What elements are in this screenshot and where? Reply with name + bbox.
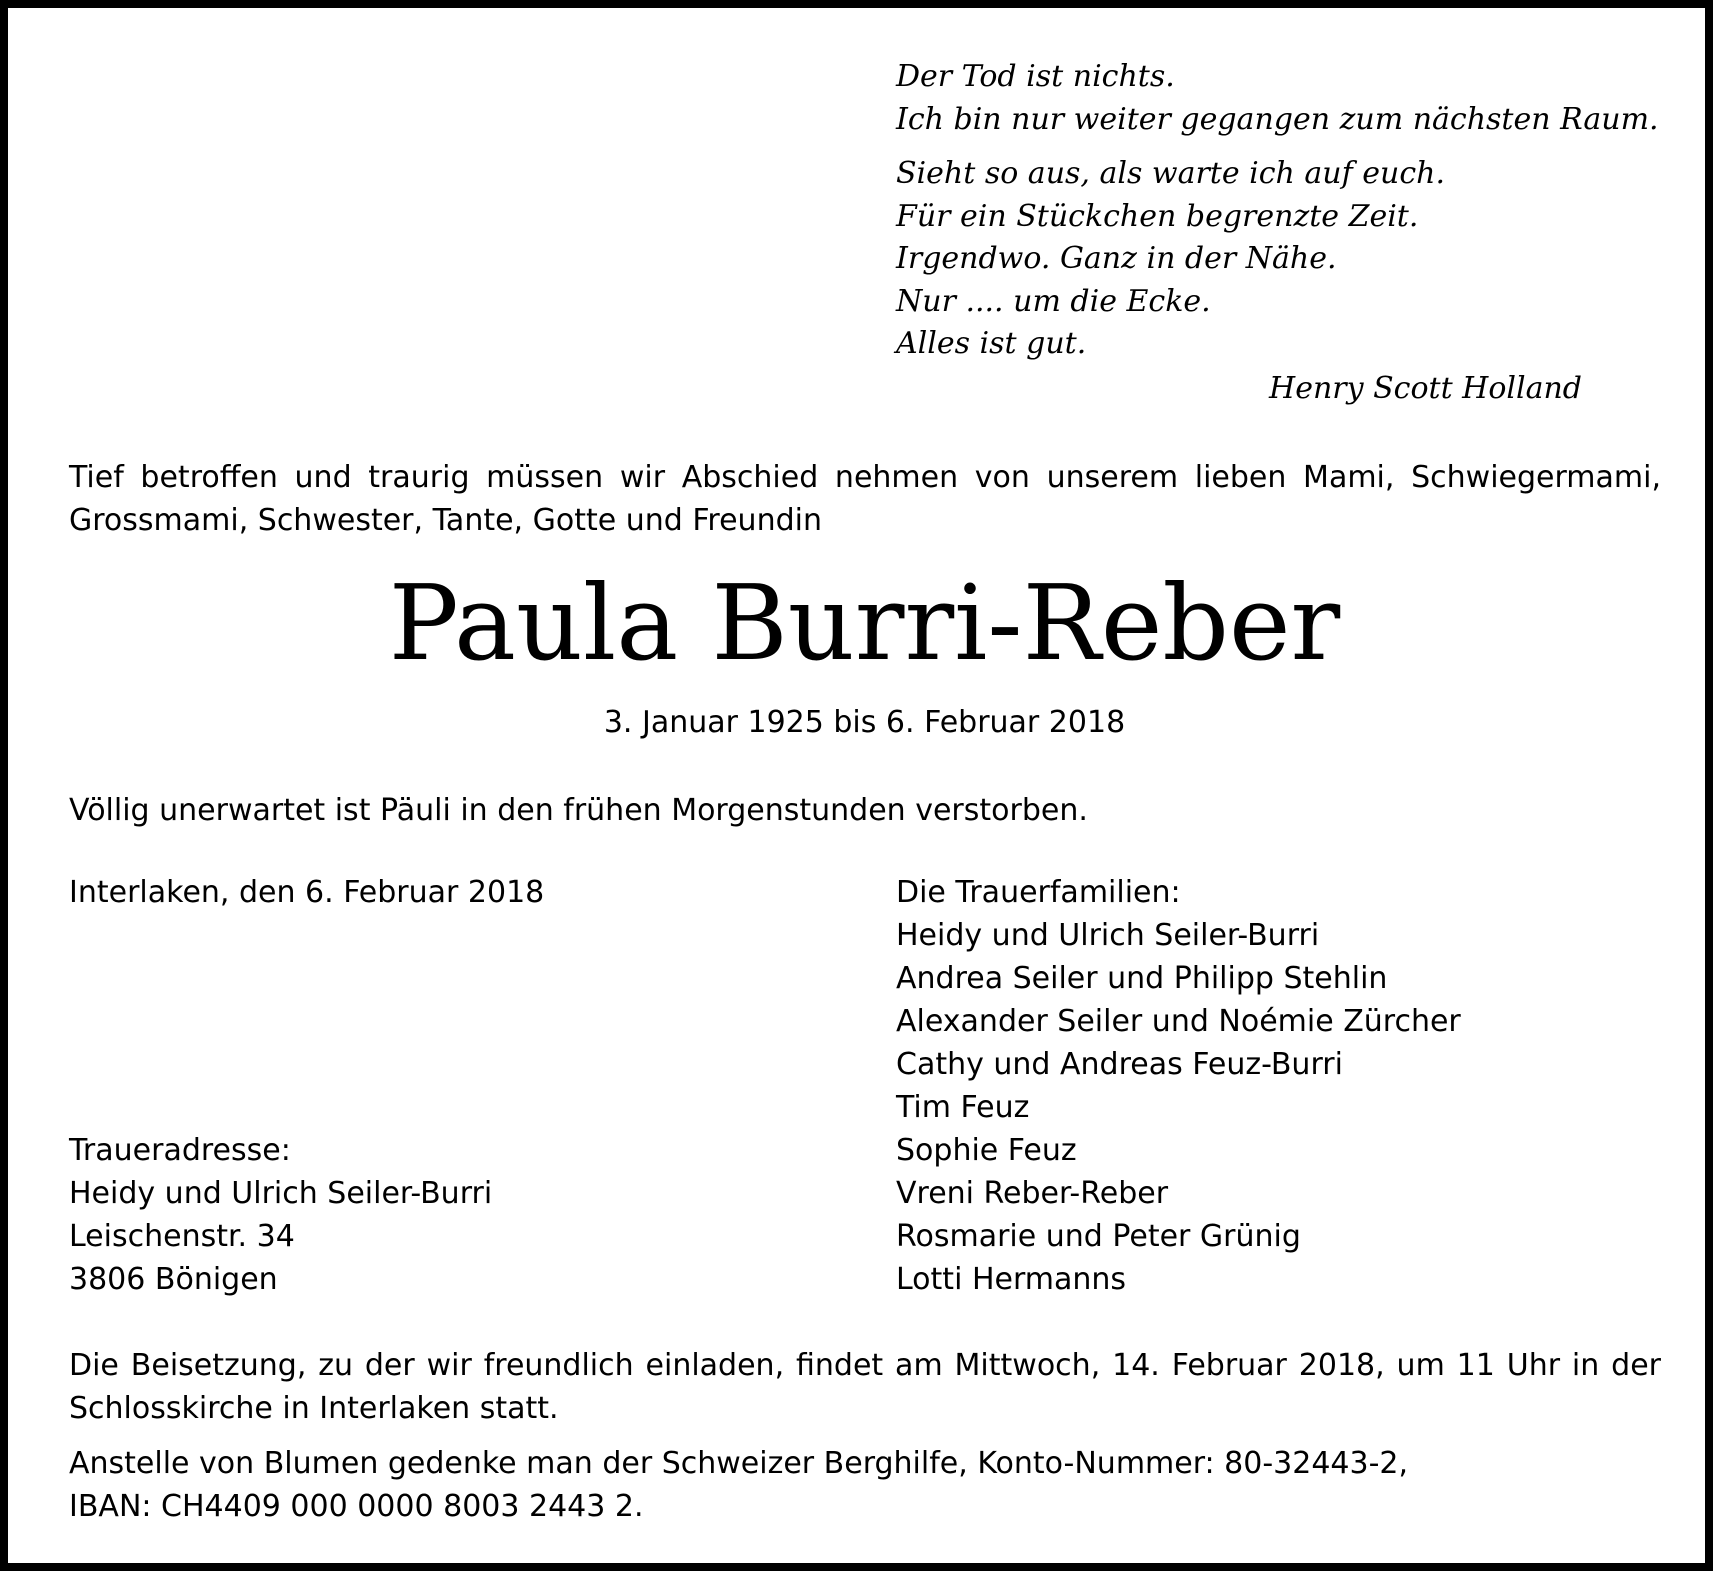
poem-line: Nur .... um die Ecke. xyxy=(896,283,1211,319)
donation-text xyxy=(69,1442,1408,1528)
family-member: Lotti Hermanns xyxy=(896,1262,1127,1297)
family-member: Sophie Feuz xyxy=(896,1133,1077,1168)
poem-stanza-2 xyxy=(896,153,1596,366)
place-date: Interlaken, den 6. Februar 2018 xyxy=(69,875,545,910)
deceased-name: Paula Burri-Reber xyxy=(388,562,1341,684)
donation-line: IBAN: CH4409 000 0000 8003 2443 2. xyxy=(69,1489,644,1524)
poem-line: Für ein Stückchen begrenzte Zeit. xyxy=(896,198,1419,234)
donation-line: Anstelle von Blumen gedenke man der Schweizer Berghilfe, Konto-Nummer: 80-32443-2, xyxy=(69,1446,1409,1481)
poem-line: Sieht so aus, als warte ich auf euch. xyxy=(896,156,1445,191)
family-member: Tim Feuz xyxy=(896,1090,1030,1125)
poem-line: Der Tod ist nichts. xyxy=(896,59,1175,94)
passing-text: Völlig unerwartet ist Päuli in den frühen Morgenstunden verstorben. xyxy=(69,793,1088,828)
families-heading: Die Trauerfamilien: xyxy=(896,875,1181,910)
poem xyxy=(896,56,1659,410)
funeral-text: Die Beisetzung, zu der wir freundlich einladen, findet am Mittwoch, 14. Februar 2018, um 11 Uhr in der Schlosskirche in Interlaken statt. xyxy=(69,1348,1661,1426)
address-line: Heidy und Ulrich Seiler-Burri xyxy=(69,1176,493,1211)
address-heading: Traueradresse: xyxy=(69,1133,291,1168)
address-line: 3806 Bönigen xyxy=(69,1262,278,1297)
mourning-families xyxy=(896,871,1461,1301)
family-member: Vreni Reber-Reber xyxy=(896,1176,1169,1211)
address-line: Leischenstr. 34 xyxy=(69,1219,295,1254)
family-member: Rosmarie und Peter Grünig xyxy=(896,1219,1301,1254)
poem-stanza-1 xyxy=(896,56,1659,141)
family-member: Andrea Seiler und Philipp Stehlin xyxy=(896,961,1388,996)
family-member: Cathy und Andreas Feuz-Burri xyxy=(896,1047,1343,1082)
mourning-address xyxy=(69,1129,492,1301)
poem-line: Alles ist gut. xyxy=(896,326,1087,361)
poem-line: Irgendwo. Ganz in der Nähe. xyxy=(896,241,1337,276)
poem-line: Ich bin nur weiter gegangen zum nächsten Raum. xyxy=(896,101,1659,137)
life-dates: 3. Januar 1925 bis 6. Februar 2018 xyxy=(603,705,1126,740)
family-member: Alexander Seiler und Noémie Zürcher xyxy=(896,1004,1461,1039)
family-member: Heidy und Ulrich Seiler-Burri xyxy=(896,918,1320,953)
poem-author: Henry Scott Holland xyxy=(1269,370,1582,406)
intro-text: Tief betroffen und traurig müssen wir Abschied nehmen von unserem lieben Mami, Schwiegermami, Grossmami, Schwester, Tante, Gotte und Freundin xyxy=(69,460,1661,538)
